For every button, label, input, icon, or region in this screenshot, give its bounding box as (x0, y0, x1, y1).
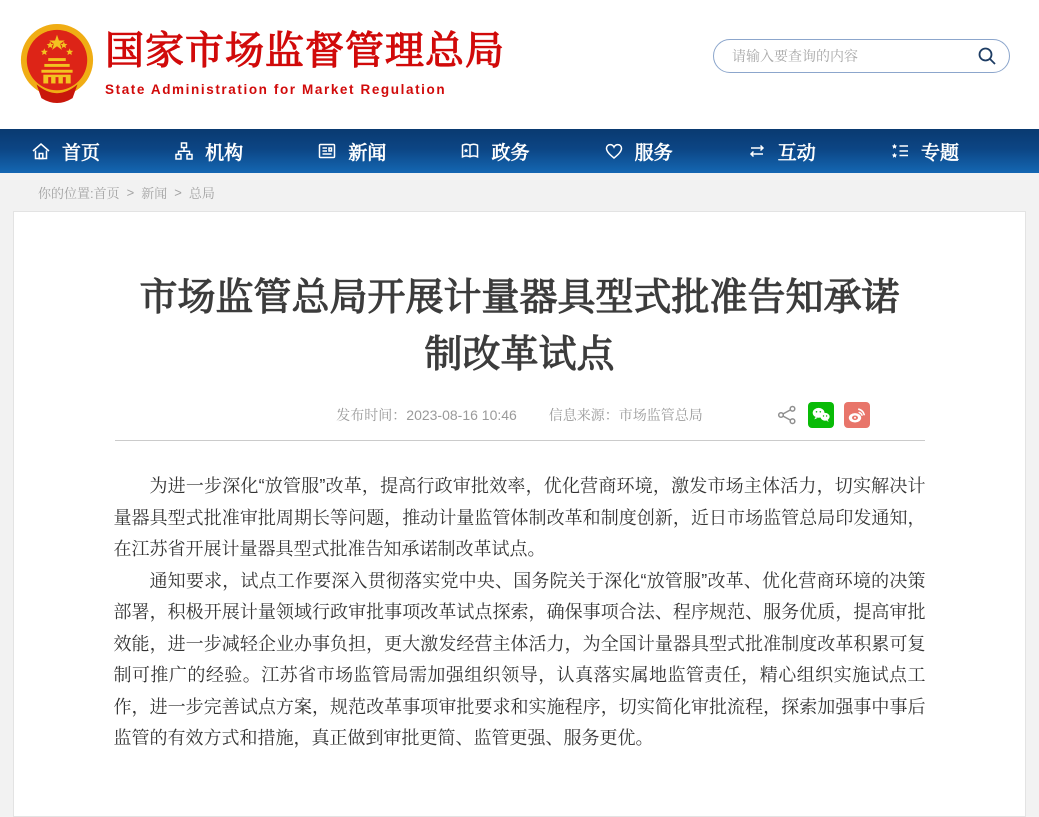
site-header (0, 0, 1039, 129)
breadcrumb-item-home[interactable]: 首页 (93, 185, 120, 201)
site-title-cn: 国家市场监督管理总局 (105, 30, 506, 73)
breadcrumb-item-news[interactable]: 新闻 (141, 185, 168, 201)
main-nav (0, 129, 1039, 173)
nav-item-gov-affairs[interactable] (459, 138, 529, 165)
article-paragraph: 通知要求，试点工作要深入贯彻落实党中央、国务院关于深化“放管服”改革、优化营商环境的决策部署，积极开展计量领域行政审批事项改革试点探索，确保事项合法、程序规范、服务优质，提高审批效能，进一步减轻企业办事负担，更大激发经营主体活力，为全国计量器具型式批准制度改革积累可复制可推广的经验。江苏省市场监管局需加强组织领导，认真落实属地监管责任，精心组织实施试点工作，进一步完善试点方案，规范改革事项审批要求和实施程序，切实简化审批流程，探索加强事中事后监管的有效方式和措施，真正做到审批更简、监管更强、服务更优。 (113, 570, 926, 748)
breadcrumb (0, 173, 1039, 211)
article-paragraph: 为进一步深化“放管服”改革，提高行政审批效率，优化营商环境，激发市场主体活力，切实解决计量器具型式批准审批周期长等问题，推动计量监管体制改革和制度创新，近日市场监管总局印发通知，在江苏省开展计量器具型式批准告知承诺制改革试点。 (113, 476, 926, 559)
nav-item-label: 服务 (634, 142, 673, 164)
org-structure-icon (173, 140, 195, 162)
breadcrumb-prefix: 你的位置: (38, 185, 94, 201)
nav-item-interaction[interactable] (746, 138, 816, 165)
article-title: 市场监管总局开展计量器具型式批准告知承诺制改革试点 (139, 277, 900, 376)
nav-item-orgs[interactable] (173, 138, 243, 165)
topics-list-icon (889, 140, 911, 162)
share-nodes-icon[interactable] (776, 404, 798, 426)
publish-time-value: 2023-08-16 10:46 (406, 407, 517, 423)
publish-time-label: 发布时间： (336, 407, 407, 423)
breadcrumb-item-bureau[interactable]: 总局 (188, 185, 215, 201)
search-input[interactable] (714, 48, 965, 64)
nav-item-topics[interactable] (889, 138, 959, 165)
search-box (713, 39, 1010, 73)
nav-item-label: 互动 (777, 142, 816, 164)
wechat-icon[interactable] (808, 402, 834, 428)
nav-item-home[interactable] (30, 138, 100, 165)
news-icon (316, 140, 338, 162)
gov-affairs-icon (459, 140, 481, 162)
nav-item-services[interactable] (603, 138, 673, 165)
source-label: 信息来源： (548, 407, 619, 423)
nav-item-news[interactable] (316, 138, 386, 165)
breadcrumb-separator: > (126, 184, 135, 200)
nav-item-label: 专题 (920, 142, 959, 164)
breadcrumb-separator: > (174, 184, 182, 200)
nav-item-label: 首页 (62, 142, 101, 164)
article-meta-row (115, 400, 925, 430)
services-heart-icon (603, 140, 625, 162)
interaction-arrows-icon (746, 140, 768, 162)
source-value: 市场监管总局 (618, 407, 703, 423)
share-buttons (776, 402, 870, 428)
nav-item-label: 机构 (205, 142, 244, 164)
national-emblem-icon[interactable] (18, 18, 96, 106)
article-card (13, 211, 1026, 817)
nav-item-label: 政务 (491, 142, 530, 164)
weibo-icon[interactable] (844, 402, 870, 428)
nav-item-label: 新闻 (348, 142, 387, 164)
article-body (114, 441, 926, 755)
home-icon (30, 140, 52, 162)
search-icon[interactable] (965, 44, 1009, 68)
site-title-en: State Administration for Market Regulation (105, 81, 447, 97)
site-brand (105, 30, 505, 97)
